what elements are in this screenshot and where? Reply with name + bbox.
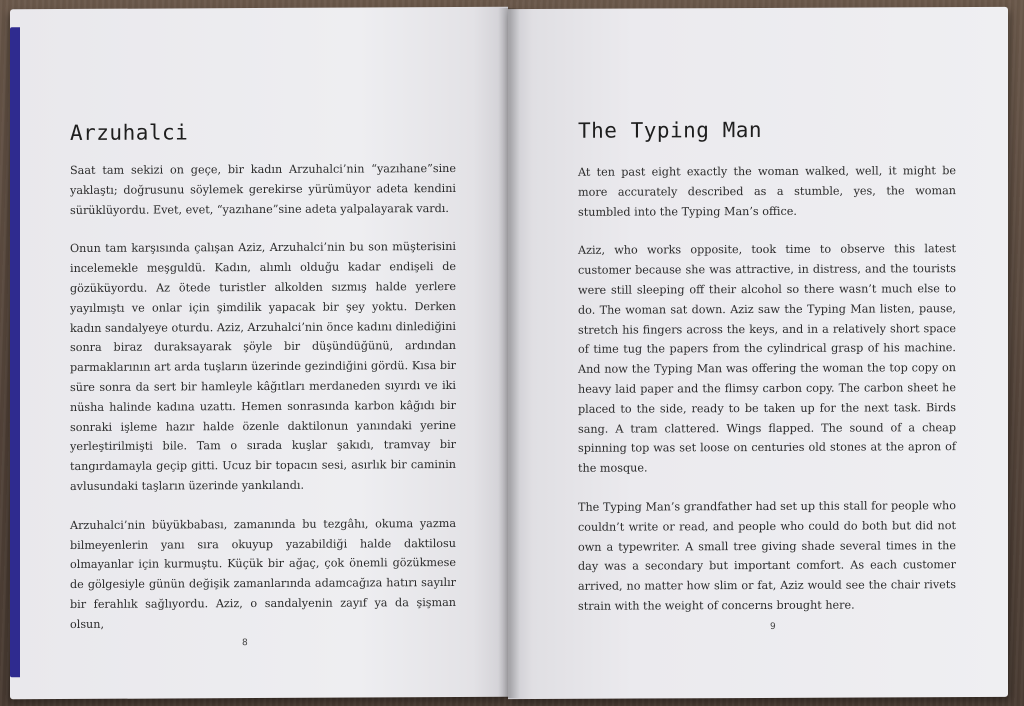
- left-paragraph-3: Arzuhalci’nin büyükbabası, zamanında bu tezgâhı, okuma yazma bilmeyenlerin yanı sıra okuyup yazabildiği halde daktilosu olmayanlar için kurmuştu. Küçük bir ağaç, çok önemli gözükmese de gölgesiyle günün değişik zamanlarında adamcağıza hatırı sayılır bir ferahlık sağlıyordu. Aziz, o sandalyenin zayıf ya da şişman olsun,: [70, 516, 456, 631]
- left-page-title: Arzuhalci: [70, 120, 189, 145]
- right-paragraph-3: The Typing Man’s grandfather had set up this stall for people who couldn’t write or read, and people who could do both but did not own a typewriter. A small tree giving shade several times in the day was a secondary but important comfort. As each customer arrived, no matter how slim or fat, Aziz would see the chair rivets strain with the weight of concerns brought here.: [578, 499, 956, 613]
- left-page-number: 8: [242, 638, 248, 649]
- right-paragraph-1: At ten past eight exactly the woman walked, well, it might be more accurately described as a stumble, yes, the woman stumbled into the Typing Man’s office.: [578, 164, 956, 219]
- left-paragraph-1: Saat tam sekizi on geçe, bir kadın Arzuhalci’nin “yazıhane”sine yaklaştı; doğrusunu söylemek gerekirse yürümüyor adeta kendini sürüklüyordu. Evet, evet, “yazıhane”sine adeta yalpalayarak vardı.: [70, 161, 456, 217]
- right-page-title: The Typing Man: [578, 117, 763, 143]
- open-book: [10, 8, 1010, 698]
- left-page-body: [70, 159, 456, 654]
- left-paragraph-2: Onun tam karşısında çalışan Aziz, Arzuhalci’nin bu son müşterisini incelemekle meşguldü. Kadın, alımlı olduğu kadar endişeli de gözüküyordu. Az ötede turistler alkolden sızmış halde yerlere yayılmıştı ve onlar için şimdilik yapacak bir şey yoktu. Derken kadın sandalyeye oturdu. Aziz, Arzuhalci’nin önce kadını dinlediğini sonra biraz duraksayarak şöyle bir düşündüğünü, ardından parmaklarının art arda tuşların üzerinde gezindiğini gördü. Kısa bir süre sonra da sert bir hamleyle kâğıtları merdaneden sıyırdı ve iki nüsha halinde kadına uzattı. Hemen sonrasında karbon kâğıdı bir sonraki işleme hazır halde özenle daktilonun yanındaki yerine yerleştirilmişti bile. Tam o sırada kuşlar şakıdı, tramvay bir tangırdamayla geçip gitti. Ucuz bir topacın sesi, asırlık bir caminin avlusundaki taşların üzerinde yankılandı.: [70, 240, 456, 493]
- left-page: [10, 7, 508, 700]
- right-paragraph-2: Aziz, who works opposite, took time to observe this latest customer because she was attractive, in distress, and the tourists were still sleeping off their alcohol so there wasn’t much else to do. The woman sat down. Aziz saw the Typing Man listen, pause, stretch his fingers across the keys, and in a relatively short space of time tug the papers from the cylindrical grasp of his machine. And now the Typing Man was offering the woman the top copy on heavy laid paper and the flimsy carbon copy. The carbon sheet he placed to the side, ready to be taken up for the next task. Birds sang. A tram clattered. Wings flapped. The sound of a cheap spinning top was set loose on centuries old stones at the apron of the mosque.: [578, 242, 956, 475]
- right-page: [508, 7, 1008, 699]
- right-page-body: [578, 161, 956, 635]
- right-page-number: 9: [770, 621, 776, 632]
